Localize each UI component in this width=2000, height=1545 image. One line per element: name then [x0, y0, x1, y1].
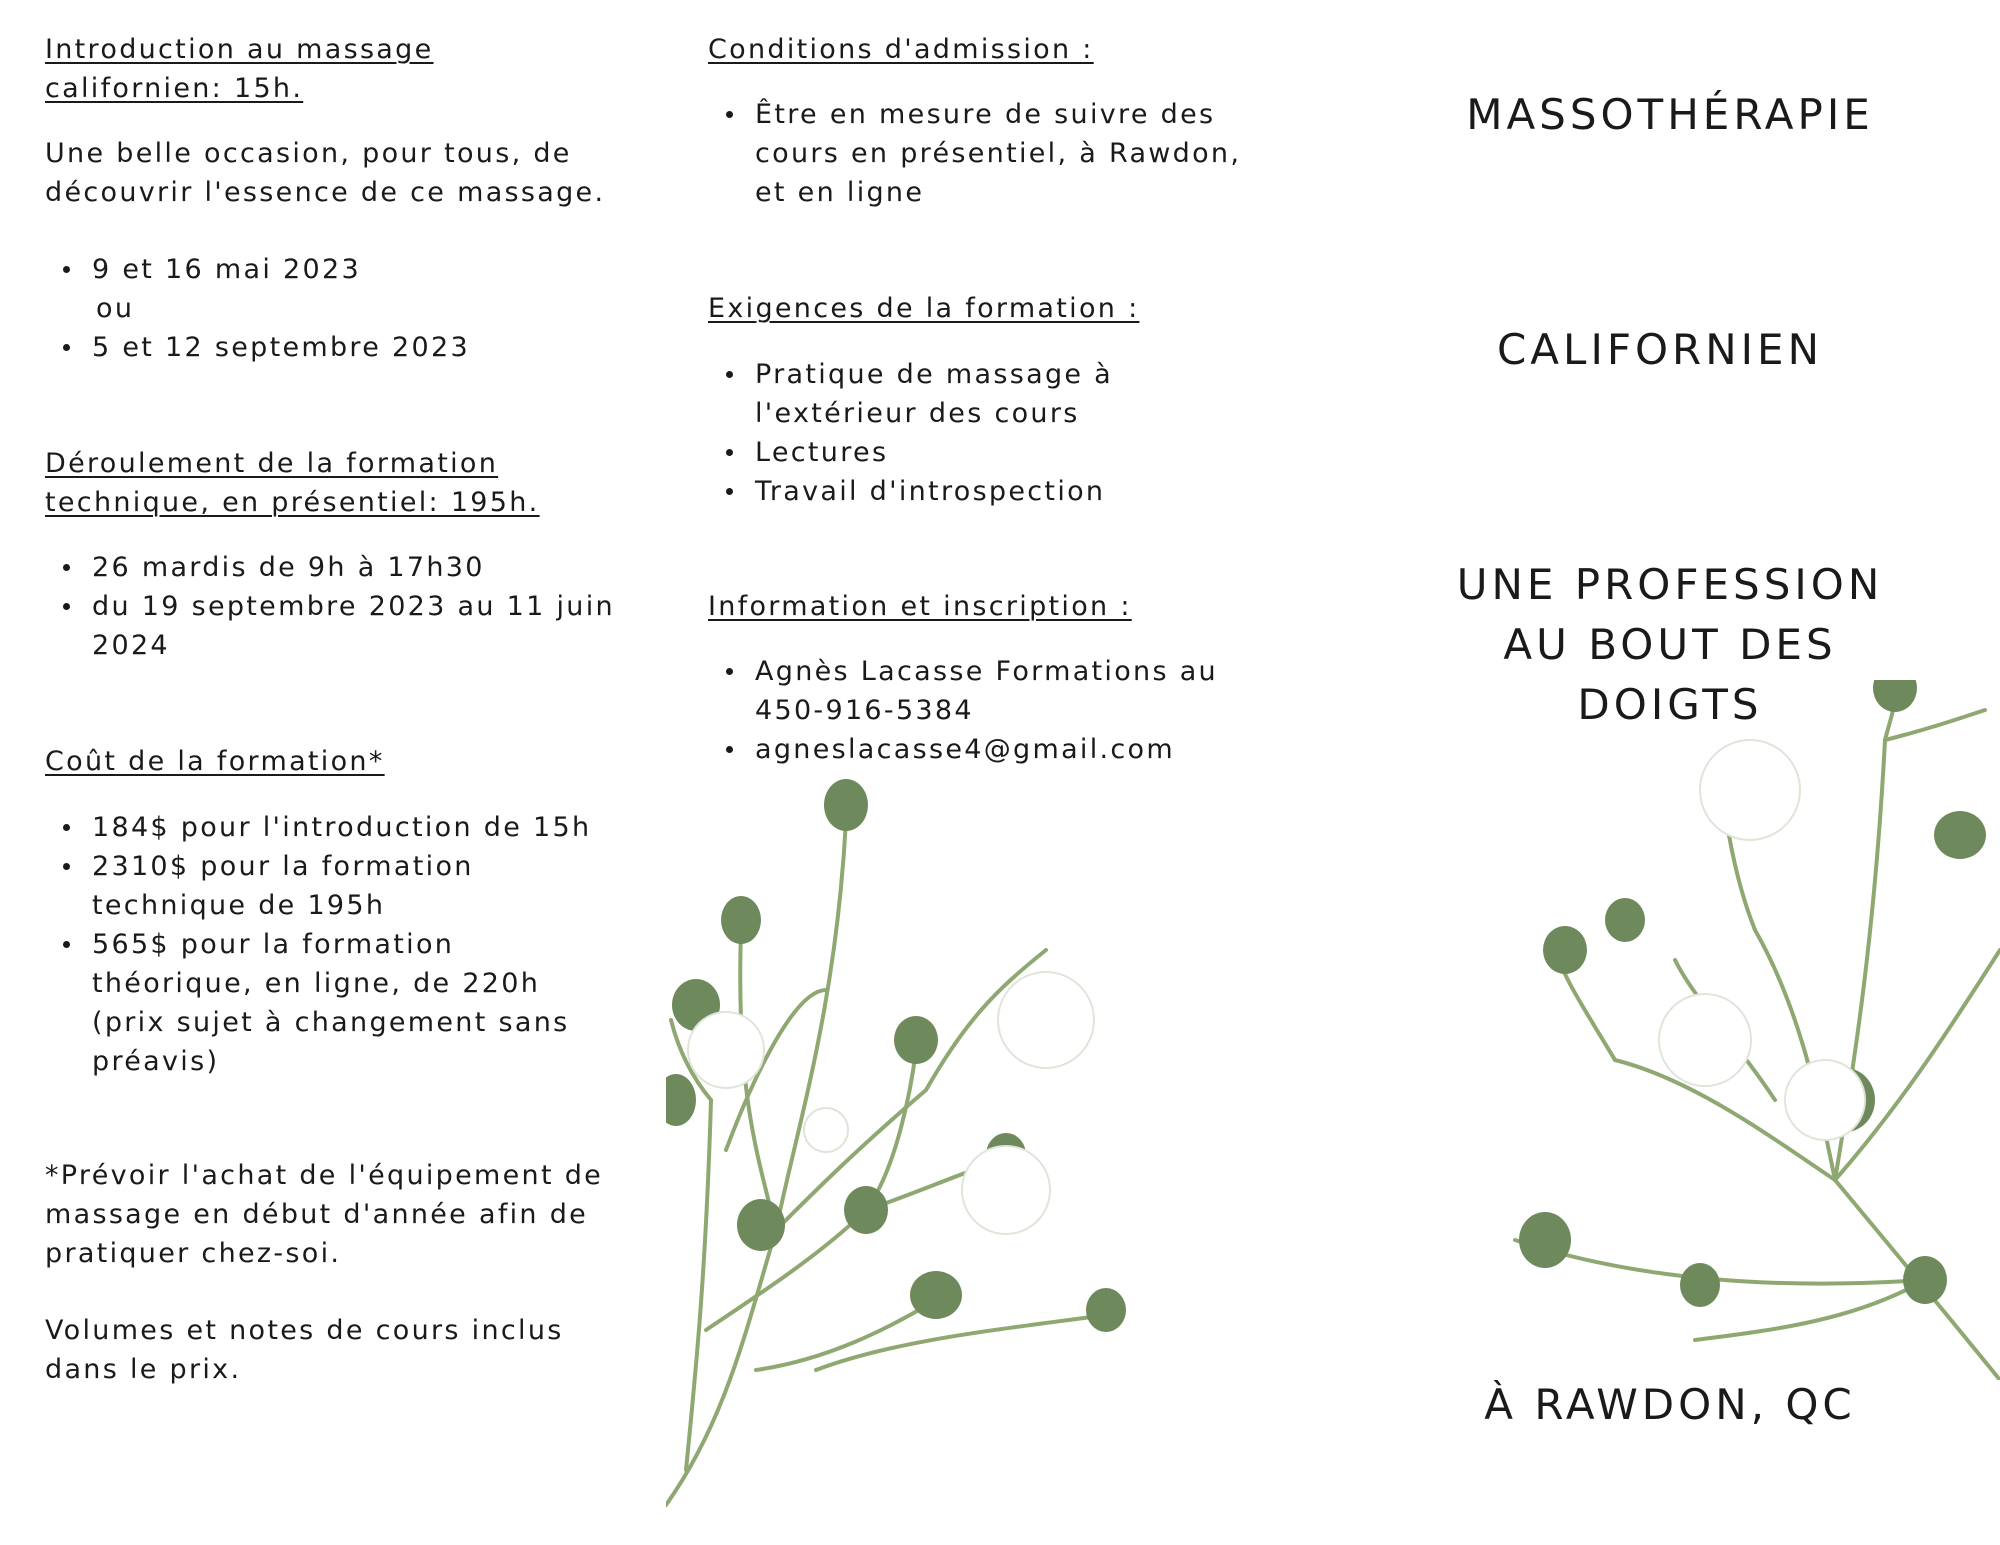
cover-title-line2: CALIFORNIEN — [1496, 325, 1823, 374]
list-item: 5 et 12 septembre 2023 — [45, 328, 645, 367]
list-item-email[interactable]: agneslacasse4@gmail.com — [708, 730, 1268, 769]
cout-list — [45, 808, 645, 1081]
list-item: Travail d'introspection — [708, 472, 1268, 511]
intro-dates-list — [45, 250, 645, 367]
list-item: 9 et 16 mai 2023 — [45, 250, 645, 289]
cover-location: À RAWDON, QC — [1484, 1380, 1856, 1429]
deroulement-list — [45, 548, 645, 665]
exigences-heading: Exigences de la formation : — [708, 293, 1140, 324]
note-equipement: *Prévoir l'achat de l'équipement de massage en début d'année afin de pratiquer chez-soi. — [45, 1160, 604, 1269]
intro-text: Une belle occasion, pour tous, de découvrir l'essence de ce massage. — [45, 138, 606, 208]
list-item: Être en mesure de suivre des cours en présentiel, à Rawdon, et en ligne — [708, 95, 1268, 212]
list-item: Lectures — [708, 433, 1268, 472]
info-heading: Information et inscription : — [708, 591, 1132, 622]
list-item: du 19 septembre 2023 au 11 juin 2024 — [45, 587, 645, 665]
list-item-or: ou — [96, 293, 135, 324]
conditions-heading: Conditions d'admission : — [708, 34, 1094, 65]
list-item: Pratique de massage à l'extérieur des cours — [708, 355, 1268, 433]
intro-heading: Introduction au massage californien: 15h. — [45, 34, 434, 104]
list-item: 2310$ pour la formation technique de 195h — [45, 847, 645, 925]
cover-title-line1: MASSOTHÉRAPIE — [1466, 90, 1874, 139]
exigences-list — [708, 355, 1268, 511]
list-item: Agnès Lacasse Formations au 450-916-5384 — [708, 652, 1268, 730]
list-item: 26 mardis de 9h à 17h30 — [45, 548, 645, 587]
flowers-middle-image — [666, 770, 1146, 1510]
flowers-right-image — [1455, 680, 2000, 1380]
note-volumes: Volumes et notes de cours inclus dans le prix. — [45, 1315, 564, 1385]
cout-heading: Coût de la formation* — [45, 746, 385, 777]
info-list — [708, 652, 1268, 769]
cover-tagline: UNE PROFESSION AU BOUT DES DOIGTS — [1456, 560, 1884, 729]
list-item: 565$ pour la formation théorique, en ligne, de 220h (prix sujet à changement sans préavis) — [45, 925, 645, 1081]
list-item: 184$ pour l'introduction de 15h — [45, 808, 645, 847]
deroulement-heading: Déroulement de la formation technique, en présentiel: 195h. — [45, 448, 540, 518]
conditions-list — [708, 95, 1268, 212]
